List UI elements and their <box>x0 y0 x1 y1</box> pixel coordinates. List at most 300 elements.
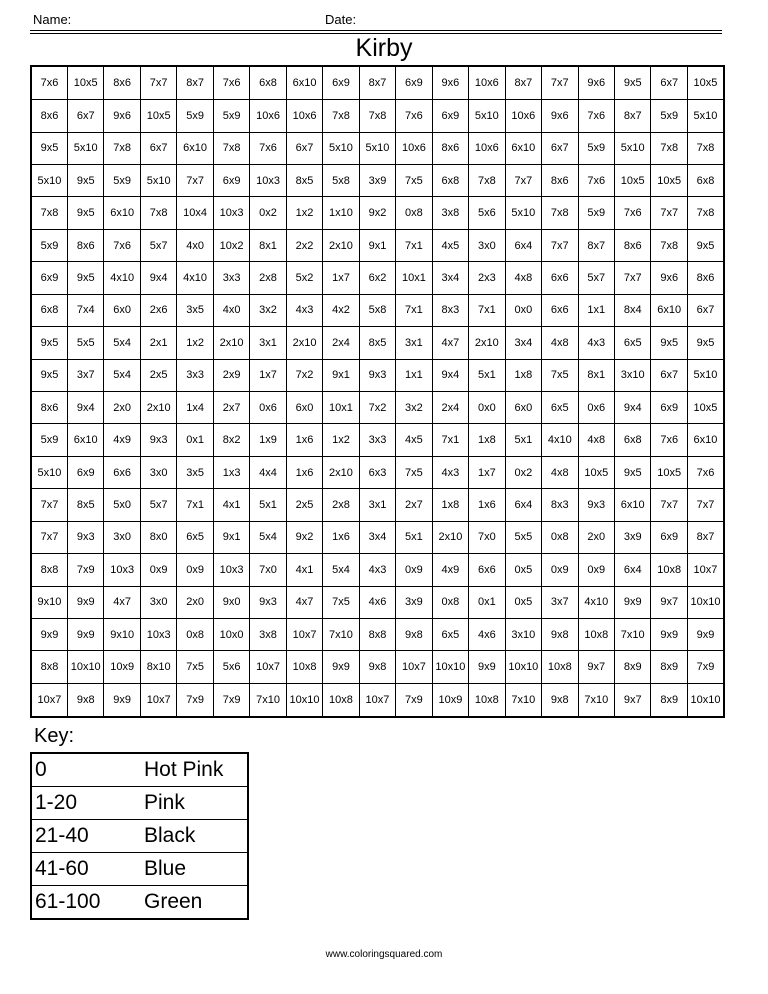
grid-cell: 7x6 <box>578 165 614 197</box>
grid-cell: 8x6 <box>31 391 67 423</box>
grid-row <box>31 294 724 326</box>
grid-cell: 7x7 <box>542 66 578 100</box>
grid-cell: 4x5 <box>432 229 468 261</box>
grid-cell: 8x9 <box>615 651 651 683</box>
grid-row <box>31 651 724 683</box>
grid-cell: 4x3 <box>578 327 614 359</box>
grid-cell: 8x1 <box>578 359 614 391</box>
grid-cell: 5x2 <box>286 262 322 294</box>
grid-cell: 8x3 <box>432 294 468 326</box>
key-color: Green <box>141 886 248 920</box>
grid-cell: 7x8 <box>140 197 176 229</box>
grid-cell: 10x6 <box>250 100 286 132</box>
grid-cell: 3x7 <box>67 359 103 391</box>
grid-cell: 7x7 <box>140 66 176 100</box>
grid-cell: 0x8 <box>542 521 578 553</box>
grid-cell: 6x6 <box>542 294 578 326</box>
grid-cell: 7x7 <box>651 197 687 229</box>
grid-cell: 5x10 <box>469 100 505 132</box>
date-label: Date: <box>325 12 357 27</box>
grid-cell: 9x4 <box>140 262 176 294</box>
grid-cell: 4x8 <box>542 456 578 488</box>
grid-cell: 5x5 <box>67 327 103 359</box>
grid-cell: 2x2 <box>286 229 322 261</box>
grid-row <box>31 165 724 197</box>
grid-cell: 9x9 <box>67 618 103 650</box>
grid-cell: 9x3 <box>67 521 103 553</box>
grid-cell: 10x10 <box>687 683 724 717</box>
grid-cell: 2x10 <box>286 327 322 359</box>
grid-cell: 1x6 <box>323 521 359 553</box>
grid-cell: 9x4 <box>432 359 468 391</box>
grid-cell: 8x3 <box>542 489 578 521</box>
grid-cell: 1x7 <box>250 359 286 391</box>
key-range: 0 <box>31 753 141 787</box>
grid-cell: 9x8 <box>67 683 103 717</box>
grid-cell: 0x1 <box>469 586 505 618</box>
grid-cell: 3x1 <box>359 489 395 521</box>
grid-cell: 7x10 <box>250 683 286 717</box>
grid-cell: 10x5 <box>687 391 724 423</box>
grid-cell: 4x7 <box>104 586 140 618</box>
grid-cell: 6x10 <box>615 489 651 521</box>
grid-cell: 2x10 <box>432 521 468 553</box>
grid-cell: 7x8 <box>687 132 724 164</box>
grid-cell: 8x8 <box>31 554 67 586</box>
grid-cell: 0x9 <box>177 554 213 586</box>
grid-cell: 10x6 <box>286 100 322 132</box>
grid-cell: 1x2 <box>177 327 213 359</box>
grid-cell: 1x9 <box>250 424 286 456</box>
grid-cell: 6x6 <box>542 262 578 294</box>
grid-cell: 7x1 <box>432 424 468 456</box>
grid-cell: 5x4 <box>104 327 140 359</box>
grid-cell: 7x8 <box>104 132 140 164</box>
grid-cell: 4x1 <box>213 489 249 521</box>
grid-cell: 8x7 <box>615 100 651 132</box>
grid-cell: 2x1 <box>140 327 176 359</box>
grid-cell: 6x9 <box>396 66 432 100</box>
grid-cell: 7x6 <box>615 197 651 229</box>
grid-cell: 10x5 <box>651 456 687 488</box>
grid-cell: 6x10 <box>286 66 322 100</box>
page-title: Kirby <box>355 34 413 62</box>
grid-cell: 10x10 <box>67 651 103 683</box>
key-color: Hot Pink <box>141 753 248 787</box>
grid-cell: 10x10 <box>432 651 468 683</box>
grid-cell: 9x5 <box>615 456 651 488</box>
grid-cell: 5x9 <box>213 100 249 132</box>
grid-cell: 7x7 <box>177 165 213 197</box>
grid-cell: 10x8 <box>323 683 359 717</box>
grid-cell: 7x8 <box>31 197 67 229</box>
grid-row <box>31 229 724 261</box>
grid-cell: 4x3 <box>286 294 322 326</box>
grid-cell: 0x9 <box>396 554 432 586</box>
grid-row <box>31 489 724 521</box>
grid-cell: 6x9 <box>651 391 687 423</box>
grid-cell: 10x3 <box>104 554 140 586</box>
grid-cell: 3x0 <box>104 521 140 553</box>
grid-row <box>31 391 724 423</box>
grid-cell: 8x9 <box>651 683 687 717</box>
grid-cell: 1x2 <box>286 197 322 229</box>
grid-cell: 8x5 <box>359 327 395 359</box>
grid-cell: 2x10 <box>323 456 359 488</box>
grid-cell: 5x1 <box>250 489 286 521</box>
key-row <box>31 886 248 920</box>
grid-cell: 7x8 <box>687 197 724 229</box>
grid-row <box>31 554 724 586</box>
key-title: Key: <box>34 725 75 747</box>
grid-cell: 9x8 <box>542 683 578 717</box>
grid-cell: 5x10 <box>505 197 541 229</box>
grid-cell: 8x2 <box>213 424 249 456</box>
grid-cell: 9x5 <box>31 132 67 164</box>
grid-cell: 6x10 <box>104 197 140 229</box>
grid-cell: 3x3 <box>177 359 213 391</box>
grid-cell: 4x3 <box>359 554 395 586</box>
grid-cell: 9x9 <box>469 651 505 683</box>
grid-cell: 7x6 <box>396 100 432 132</box>
grid-cell: 5x9 <box>31 424 67 456</box>
grid-cell: 10x6 <box>396 132 432 164</box>
grid-cell: 7x8 <box>651 229 687 261</box>
grid-cell: 3x0 <box>469 229 505 261</box>
grid-cell: 0x9 <box>578 554 614 586</box>
grid-cell: 4x10 <box>578 586 614 618</box>
grid-cell: 6x9 <box>323 66 359 100</box>
grid-cell: 3x7 <box>542 586 578 618</box>
color-key-table <box>30 752 249 920</box>
grid-cell: 10x3 <box>213 197 249 229</box>
grid-cell: 8x6 <box>432 132 468 164</box>
grid-cell: 5x8 <box>323 165 359 197</box>
grid-cell: 9x10 <box>104 618 140 650</box>
grid-cell: 3x3 <box>213 262 249 294</box>
grid-cell: 9x3 <box>578 489 614 521</box>
grid-cell: 9x6 <box>542 100 578 132</box>
grid-cell: 6x8 <box>432 165 468 197</box>
grid-cell: 5x10 <box>687 100 724 132</box>
grid-cell: 10x8 <box>578 618 614 650</box>
grid-cell: 10x5 <box>687 66 724 100</box>
grid-cell: 9x5 <box>67 197 103 229</box>
grid-cell: 10x7 <box>250 651 286 683</box>
grid-cell: 7x1 <box>177 489 213 521</box>
grid-cell: 9x9 <box>67 586 103 618</box>
grid-cell: 1x7 <box>469 456 505 488</box>
key-range: 1-20 <box>31 787 141 820</box>
grid-cell: 8x6 <box>542 165 578 197</box>
grid-cell: 2x4 <box>323 327 359 359</box>
grid-cell: 7x4 <box>67 294 103 326</box>
grid-cell: 9x5 <box>687 327 724 359</box>
grid-cell: 6x7 <box>286 132 322 164</box>
grid-cell: 6x2 <box>359 262 395 294</box>
grid-row <box>31 359 724 391</box>
grid-cell: 5x6 <box>469 197 505 229</box>
grid-cell: 4x9 <box>104 424 140 456</box>
grid-cell: 2x10 <box>323 229 359 261</box>
grid-cell: 4x2 <box>323 294 359 326</box>
grid-cell: 6x9 <box>31 262 67 294</box>
grid-cell: 9x5 <box>67 262 103 294</box>
grid-cell: 2x3 <box>469 262 505 294</box>
grid-cell: 7x2 <box>286 359 322 391</box>
grid-cell: 2x9 <box>213 359 249 391</box>
grid-cell: 5x9 <box>104 165 140 197</box>
grid-cell: 10x8 <box>542 651 578 683</box>
key-row <box>31 820 248 853</box>
grid-row <box>31 586 724 618</box>
grid-cell: 5x1 <box>469 359 505 391</box>
grid-cell: 2x4 <box>432 391 468 423</box>
grid-cell: 10x1 <box>323 391 359 423</box>
grid-cell: 9x3 <box>359 359 395 391</box>
grid-cell: 9x9 <box>615 586 651 618</box>
grid-cell: 8x6 <box>687 262 724 294</box>
grid-cell: 7x9 <box>213 683 249 717</box>
grid-cell: 0x6 <box>578 391 614 423</box>
grid-cell: 2x10 <box>213 327 249 359</box>
grid-cell: 3x1 <box>250 327 286 359</box>
grid-cell: 6x8 <box>250 66 286 100</box>
grid-row <box>31 66 724 100</box>
grid-cell: 5x7 <box>140 229 176 261</box>
grid-cell: 9x1 <box>213 521 249 553</box>
grid-cell: 2x8 <box>250 262 286 294</box>
grid-cell: 7x7 <box>687 489 724 521</box>
grid-cell: 10x8 <box>286 651 322 683</box>
grid-cell: 8x4 <box>615 294 651 326</box>
key-row <box>31 753 248 787</box>
grid-cell: 4x8 <box>578 424 614 456</box>
grid-row <box>31 521 724 553</box>
grid-cell: 9x10 <box>31 586 67 618</box>
grid-cell: 4x4 <box>250 456 286 488</box>
grid-cell: 9x6 <box>104 100 140 132</box>
grid-cell: 6x9 <box>213 165 249 197</box>
grid-cell: 10x10 <box>286 683 322 717</box>
grid-cell: 10x7 <box>31 683 67 717</box>
grid-cell: 9x1 <box>359 229 395 261</box>
grid-cell: 4x7 <box>286 586 322 618</box>
key-row <box>31 853 248 886</box>
grid-cell: 9x5 <box>31 327 67 359</box>
grid-cell: 7x2 <box>359 391 395 423</box>
grid-cell: 6x8 <box>31 294 67 326</box>
grid-cell: 8x6 <box>615 229 651 261</box>
grid-cell: 6x6 <box>469 554 505 586</box>
grid-row <box>31 456 724 488</box>
grid-cell: 3x2 <box>396 391 432 423</box>
grid-cell: 10x8 <box>469 683 505 717</box>
grid-cell: 5x6 <box>213 651 249 683</box>
grid-row <box>31 197 724 229</box>
grid-cell: 2x6 <box>140 294 176 326</box>
grid-cell: 10x3 <box>140 618 176 650</box>
grid-cell: 4x7 <box>432 327 468 359</box>
grid-cell: 10x10 <box>687 586 724 618</box>
grid-cell: 4x8 <box>505 262 541 294</box>
grid-cell: 7x1 <box>396 294 432 326</box>
grid-cell: 1x2 <box>323 424 359 456</box>
grid-cell: 6x0 <box>104 294 140 326</box>
grid-cell: 10x7 <box>687 554 724 586</box>
grid-cell: 7x5 <box>396 165 432 197</box>
grid-cell: 9x5 <box>651 327 687 359</box>
grid-cell: 8x8 <box>31 651 67 683</box>
grid-cell: 6x9 <box>651 521 687 553</box>
grid-cell: 7x6 <box>578 100 614 132</box>
name-label: Name: <box>33 12 72 27</box>
grid-cell: 3x4 <box>359 521 395 553</box>
grid-cell: 7x10 <box>615 618 651 650</box>
grid-cell: 5x0 <box>104 489 140 521</box>
grid-cell: 4x8 <box>542 327 578 359</box>
grid-cell: 10x3 <box>250 165 286 197</box>
grid-cell: 6x7 <box>542 132 578 164</box>
grid-cell: 0x2 <box>505 456 541 488</box>
grid-cell: 2x5 <box>140 359 176 391</box>
grid-cell: 7x9 <box>177 683 213 717</box>
grid-row <box>31 100 724 132</box>
grid-cell: 6x5 <box>542 391 578 423</box>
grid-cell: 1x1 <box>396 359 432 391</box>
grid-cell: 4x10 <box>104 262 140 294</box>
grid-cell: 5x10 <box>615 132 651 164</box>
grid-cell: 3x10 <box>505 618 541 650</box>
grid-cell: 5x10 <box>31 165 67 197</box>
grid-cell: 1x8 <box>432 489 468 521</box>
grid-cell: 3x9 <box>396 586 432 618</box>
header-rule <box>30 30 722 31</box>
grid-cell: 0x1 <box>177 424 213 456</box>
grid-cell: 6x0 <box>505 391 541 423</box>
grid-cell: 3x3 <box>359 424 395 456</box>
grid-cell: 9x9 <box>31 618 67 650</box>
grid-cell: 7x1 <box>396 229 432 261</box>
grid-cell: 1x8 <box>505 359 541 391</box>
grid-cell: 9x4 <box>67 391 103 423</box>
grid-cell: 9x9 <box>323 651 359 683</box>
grid-cell: 1x3 <box>213 456 249 488</box>
grid-cell: 6x0 <box>286 391 322 423</box>
key-range: 21-40 <box>31 820 141 853</box>
grid-cell: 10x5 <box>615 165 651 197</box>
grid-cell: 8x10 <box>140 651 176 683</box>
grid-cell: 10x10 <box>505 651 541 683</box>
grid-cell: 5x9 <box>578 132 614 164</box>
grid-cell: 8x7 <box>505 66 541 100</box>
grid-cell: 9x9 <box>687 618 724 650</box>
grid-cell: 7x5 <box>396 456 432 488</box>
grid-cell: 3x4 <box>505 327 541 359</box>
grid-cell: 7x6 <box>104 229 140 261</box>
grid-cell: 5x8 <box>359 294 395 326</box>
grid-cell: 5x10 <box>359 132 395 164</box>
grid-cell: 10x5 <box>651 165 687 197</box>
grid-cell: 9x6 <box>578 66 614 100</box>
grid-cell: 9x8 <box>359 651 395 683</box>
grid-cell: 0x5 <box>505 554 541 586</box>
grid-cell: 5x9 <box>651 100 687 132</box>
grid-cell: 5x10 <box>323 132 359 164</box>
grid-cell: 5x10 <box>31 456 67 488</box>
grid-cell: 6x10 <box>67 424 103 456</box>
grid-cell: 4x6 <box>469 618 505 650</box>
grid-cell: 5x9 <box>578 197 614 229</box>
key-range: 61-100 <box>31 886 141 920</box>
grid-cell: 7x8 <box>651 132 687 164</box>
grid-cell: 5x4 <box>104 359 140 391</box>
grid-cell: 7x8 <box>542 197 578 229</box>
grid-cell: 6x7 <box>651 66 687 100</box>
grid-cell: 6x8 <box>687 165 724 197</box>
grid-cell: 10x6 <box>505 100 541 132</box>
grid-cell: 6x4 <box>615 554 651 586</box>
grid-cell: 5x4 <box>323 554 359 586</box>
grid-cell: 3x4 <box>432 262 468 294</box>
grid-cell: 9x7 <box>578 651 614 683</box>
grid-cell: 4x0 <box>213 294 249 326</box>
grid-cell: 10x9 <box>432 683 468 717</box>
grid-cell: 3x8 <box>432 197 468 229</box>
grid-cell: 7x6 <box>213 66 249 100</box>
grid-cell: 10x6 <box>469 132 505 164</box>
grid-cell: 2x10 <box>140 391 176 423</box>
grid-cell: 7x6 <box>651 424 687 456</box>
grid-cell: 7x6 <box>31 66 67 100</box>
grid-cell: 8x6 <box>31 100 67 132</box>
grid-cell: 7x0 <box>250 554 286 586</box>
grid-cell: 5x9 <box>177 100 213 132</box>
grid-cell: 8x9 <box>651 651 687 683</box>
grid-cell: 6x4 <box>505 229 541 261</box>
grid-cell: 9x9 <box>651 618 687 650</box>
grid-cell: 3x2 <box>250 294 286 326</box>
grid-cell: 0x8 <box>177 618 213 650</box>
grid-cell: 1x4 <box>177 391 213 423</box>
grid-cell: 3x10 <box>615 359 651 391</box>
grid-cell: 4x10 <box>177 262 213 294</box>
grid-cell: 6x9 <box>432 100 468 132</box>
grid-cell: 9x5 <box>67 165 103 197</box>
grid-cell: 10x2 <box>213 229 249 261</box>
grid-cell: 4x6 <box>359 586 395 618</box>
grid-cell: 9x5 <box>31 359 67 391</box>
grid-cell: 4x5 <box>396 424 432 456</box>
grid-cell: 7x0 <box>469 521 505 553</box>
grid-cell: 7x10 <box>578 683 614 717</box>
grid-cell: 6x7 <box>140 132 176 164</box>
grid-cell: 1x6 <box>286 424 322 456</box>
grid-cell: 3x9 <box>359 165 395 197</box>
grid-cell: 2x7 <box>396 489 432 521</box>
grid-cell: 0x5 <box>505 586 541 618</box>
grid-cell: 7x7 <box>505 165 541 197</box>
grid-cell: 9x6 <box>432 66 468 100</box>
grid-cell: 9x2 <box>286 521 322 553</box>
grid-cell: 8x7 <box>687 521 724 553</box>
grid-cell: 8x5 <box>67 489 103 521</box>
grid-row <box>31 132 724 164</box>
grid-cell: 1x7 <box>323 262 359 294</box>
grid-row <box>31 327 724 359</box>
grid-cell: 7x5 <box>542 359 578 391</box>
grid-cell: 3x1 <box>396 327 432 359</box>
